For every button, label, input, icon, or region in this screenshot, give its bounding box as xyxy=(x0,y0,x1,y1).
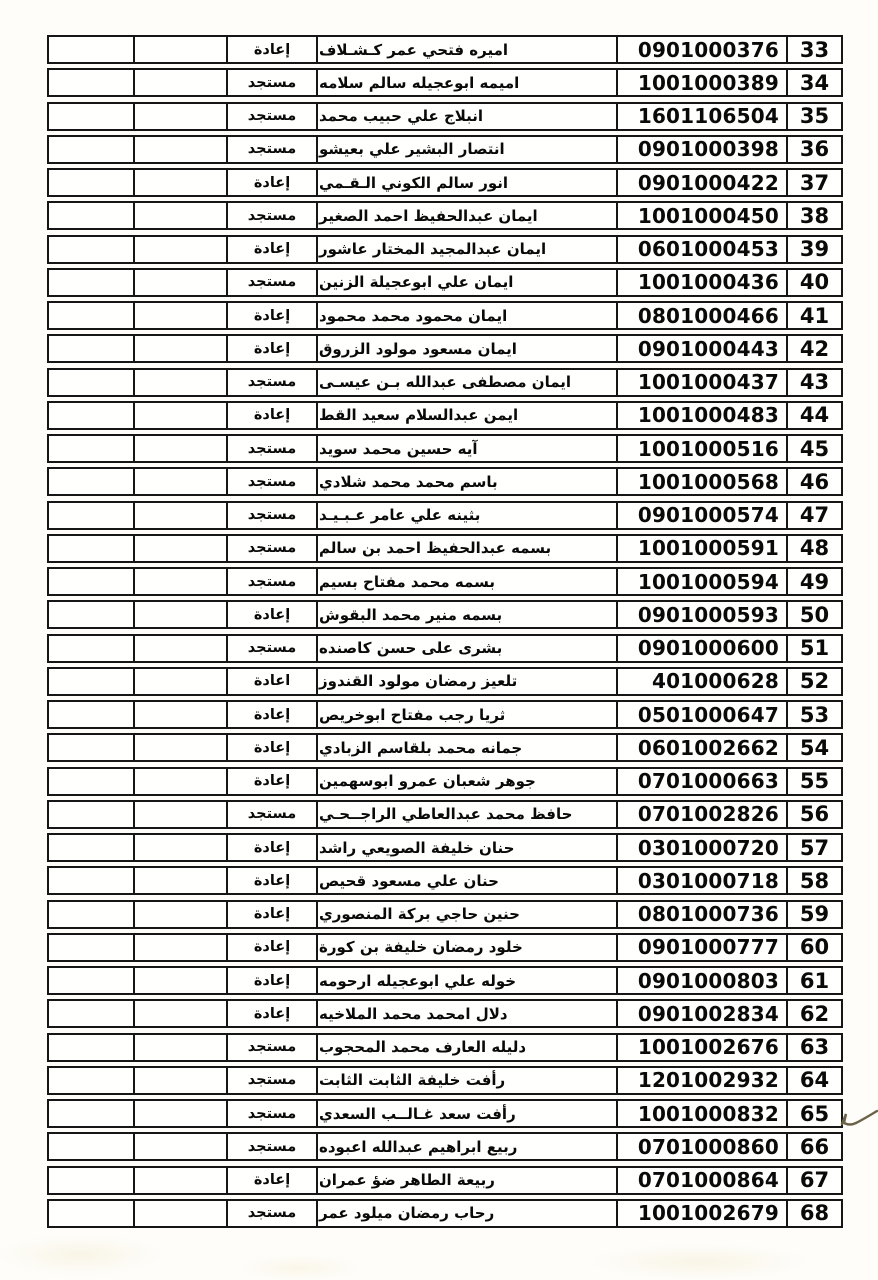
empty-cell-2 xyxy=(135,303,228,328)
empty-cell-1 xyxy=(49,536,135,561)
empty-cell-1 xyxy=(49,1134,135,1159)
empty-cell-1 xyxy=(49,1101,135,1126)
empty-cell-2 xyxy=(135,1134,228,1159)
empty-cell-2 xyxy=(135,769,228,794)
id-number-cell: 0701002826 xyxy=(618,802,788,827)
empty-cell-1 xyxy=(49,769,135,794)
student-name-cell xyxy=(318,1134,618,1159)
empty-cell-2 xyxy=(135,503,228,528)
status-cell: مستجد xyxy=(228,636,318,661)
id-number-cell: 0601002662 xyxy=(618,735,788,760)
student-name-cell xyxy=(318,170,618,195)
student-name: حنين حاجي بركة المنصوري xyxy=(319,905,520,923)
student-name: حافظ محمد عبدالعاطي الراجــحـي xyxy=(319,805,573,824)
status-cell: مستجد xyxy=(228,436,318,461)
serial-number-cell: 45 xyxy=(799,436,830,461)
student-name: بسمه عبدالحفيظ احمد بن سالم xyxy=(319,539,552,558)
id-number-cell: 0901002834 xyxy=(618,1001,788,1026)
status-cell: إعادة xyxy=(228,602,318,627)
status-cell: مستجد xyxy=(228,1201,318,1226)
serial-number-cell: 39 xyxy=(799,237,830,261)
student-name-cell xyxy=(318,636,618,661)
table-row xyxy=(47,999,843,1028)
status-cell: إعادة xyxy=(228,702,318,727)
id-number-cell: 1001000516 xyxy=(618,436,788,461)
empty-cell-2 xyxy=(135,469,228,494)
student-name-cell xyxy=(318,868,618,893)
student-name: اميره فتحي عمر كـشـلاف xyxy=(319,40,509,59)
student-name-cell xyxy=(318,1168,618,1193)
id-number-cell: 0901000398 xyxy=(618,137,788,162)
student-name: حنان علي مسعود قحيص xyxy=(319,871,499,890)
table-row xyxy=(47,168,843,197)
student-name: رأفت خليفة الثابت الثابت xyxy=(319,1071,506,1090)
student-name: ايمان محمود محمد محمود xyxy=(319,306,508,325)
status-cell: إعادة xyxy=(228,403,318,428)
id-number-cell: 0701000864 xyxy=(618,1168,788,1193)
empty-cell-1 xyxy=(49,370,135,395)
status-cell: مستجد xyxy=(228,70,318,95)
table-row xyxy=(47,833,843,862)
id-number-cell: 1601106504 xyxy=(618,104,788,129)
serial-number-cell: 40 xyxy=(799,270,830,295)
status-cell: مستجد xyxy=(228,503,318,528)
empty-cell-1 xyxy=(49,935,135,960)
id-number-cell: 1001000436 xyxy=(618,270,788,295)
table-row xyxy=(47,201,843,230)
table-row xyxy=(47,35,843,64)
student-name-cell xyxy=(318,536,618,561)
status-cell: مستجد xyxy=(228,1068,318,1093)
empty-cell-1 xyxy=(49,702,135,727)
student-name-cell xyxy=(318,436,618,461)
id-number-cell: 0501000647 xyxy=(618,702,788,727)
empty-cell-2 xyxy=(135,968,228,993)
student-name: انبلاج علي حبيب محمد xyxy=(319,107,484,125)
status-cell: مستجد xyxy=(228,137,318,162)
id-number-cell: 1001000594 xyxy=(618,569,788,594)
status-cell: مستجد xyxy=(228,203,318,228)
id-number-cell: 0901000803 xyxy=(618,968,788,993)
empty-cell-2 xyxy=(135,170,228,195)
serial-number-cell: 64 xyxy=(799,1068,830,1093)
serial-number-cell: 66 xyxy=(799,1134,830,1159)
student-name-cell xyxy=(318,602,618,627)
serial-number-cell: 42 xyxy=(799,336,830,361)
student-name: حنان خليفة الصويعي راشد xyxy=(319,838,515,857)
serial-number-cell: 47 xyxy=(799,503,830,527)
table-row xyxy=(47,700,843,729)
empty-cell-1 xyxy=(49,868,135,893)
empty-cell-1 xyxy=(49,303,135,328)
student-name: ربيع ابراهيم عبدالله اعبوده xyxy=(319,1137,518,1156)
student-name: بثينه علي عامر عـبـيـد xyxy=(319,506,481,524)
status-cell: مستجد xyxy=(228,802,318,827)
status-cell: مستجد xyxy=(228,1134,318,1159)
id-number-cell: 0901000777 xyxy=(618,935,788,960)
empty-cell-1 xyxy=(49,1168,135,1193)
student-name: ربيعة الطاهر ضؤ عمران xyxy=(319,1171,495,1189)
student-name: دلال امحمد محمد الملاخيه xyxy=(319,1004,508,1023)
student-name: رحاب رمضان ميلود عمر xyxy=(319,1204,495,1223)
id-number-cell: 1001000591 xyxy=(618,536,788,561)
status-cell: مستجد xyxy=(228,536,318,561)
empty-cell-1 xyxy=(49,336,135,361)
empty-cell-2 xyxy=(135,237,228,262)
serial-number-cell: 52 xyxy=(799,669,830,694)
id-number-cell: 0701000860 xyxy=(618,1134,788,1159)
id-number-cell: 1001000483 xyxy=(618,403,788,428)
serial-number-cell: 59 xyxy=(799,902,830,926)
empty-cell-2 xyxy=(135,336,228,361)
empty-cell-1 xyxy=(49,735,135,760)
serial-number-cell: 51 xyxy=(799,636,830,660)
student-name-cell xyxy=(318,403,618,428)
student-name-cell xyxy=(318,935,618,960)
status-cell: إعادة xyxy=(228,902,318,927)
empty-cell-2 xyxy=(135,104,228,129)
table-row xyxy=(47,368,843,397)
empty-cell-2 xyxy=(135,70,228,95)
serial-number-cell: 46 xyxy=(799,469,830,494)
table-row xyxy=(47,235,843,264)
student-name-cell xyxy=(318,902,618,927)
student-name-cell xyxy=(318,735,618,760)
student-name-cell xyxy=(318,1101,618,1126)
pen-scribble-mark xyxy=(838,1092,878,1136)
serial-number-cell: 65 xyxy=(799,1101,830,1126)
empty-cell-2 xyxy=(135,270,228,295)
table-row xyxy=(47,933,843,962)
student-roster-table xyxy=(47,35,843,1232)
id-number-cell: 0301000720 xyxy=(618,835,788,860)
empty-cell-1 xyxy=(49,1001,135,1026)
empty-cell-1 xyxy=(49,270,135,295)
table-row xyxy=(47,1199,843,1228)
id-number-cell: 0901000600 xyxy=(618,636,788,661)
table-row xyxy=(47,1099,843,1128)
serial-number-cell: 34 xyxy=(799,70,830,95)
status-cell: إعادة xyxy=(228,303,318,328)
id-number-cell: 1001000437 xyxy=(618,370,788,395)
status-cell: إعادة xyxy=(228,868,318,893)
student-name-cell xyxy=(318,336,618,361)
id-number-cell: 0901000593 xyxy=(618,602,788,627)
status-cell: إعادة xyxy=(228,237,318,262)
empty-cell-2 xyxy=(135,602,228,627)
table-row xyxy=(47,68,843,97)
id-number-cell: 1001000832 xyxy=(618,1101,788,1126)
status-cell: إعادة xyxy=(228,336,318,361)
serial-number-cell: 48 xyxy=(799,536,830,561)
table-row xyxy=(47,268,843,297)
empty-cell-2 xyxy=(135,636,228,661)
status-cell: مستجد xyxy=(228,1101,318,1126)
table-row xyxy=(47,866,843,895)
student-name: بسمه منير محمد البقوش xyxy=(319,605,503,624)
student-name-cell xyxy=(318,469,618,494)
table-row xyxy=(47,301,843,330)
table-row xyxy=(47,567,843,596)
empty-cell-2 xyxy=(135,935,228,960)
empty-cell-2 xyxy=(135,702,228,727)
student-name-cell xyxy=(318,70,618,95)
student-name: رأفت سعد غـالــب السعدي xyxy=(319,1104,516,1123)
status-cell: إعادة xyxy=(228,1001,318,1026)
empty-cell-2 xyxy=(135,1168,228,1193)
empty-cell-1 xyxy=(49,636,135,661)
student-name: بسمه محمد مفتاح بسيم xyxy=(319,572,495,591)
student-name: ايمان علي ابوعجيلة الزنين xyxy=(319,273,514,292)
serial-number-cell: 57 xyxy=(799,835,830,860)
student-name: آيه حسين محمد سويد xyxy=(319,439,478,458)
student-name: باسم محمد محمد شلادي xyxy=(319,472,498,491)
table-row xyxy=(47,135,843,164)
table-row xyxy=(47,634,843,663)
id-number-cell: 0701000663 xyxy=(618,769,788,794)
table-row xyxy=(47,434,843,463)
student-name-cell xyxy=(318,769,618,794)
empty-cell-1 xyxy=(49,802,135,827)
empty-cell-1 xyxy=(49,137,135,162)
student-name-cell xyxy=(318,1001,618,1026)
status-cell: مستجد xyxy=(228,469,318,494)
serial-number-cell: 33 xyxy=(799,37,830,62)
id-number-cell: 0901000422 xyxy=(618,170,788,195)
empty-cell-1 xyxy=(49,237,135,262)
student-name-cell xyxy=(318,835,618,860)
student-name: جوهر شعبان عمرو ابوسهمين xyxy=(319,772,536,790)
student-name-cell xyxy=(318,1201,618,1226)
student-name-cell xyxy=(318,203,618,228)
serial-number-cell: 50 xyxy=(799,602,830,627)
empty-cell-2 xyxy=(135,835,228,860)
id-number-cell: 0901000574 xyxy=(618,503,788,528)
student-name: ايمان مصطفى عبدالله بـن عيسـى xyxy=(319,373,572,391)
serial-number-cell: 60 xyxy=(799,935,830,960)
id-number-cell: 0801000736 xyxy=(618,902,788,927)
status-cell: مستجد xyxy=(228,1035,318,1060)
empty-cell-2 xyxy=(135,1201,228,1226)
status-cell: إعادة xyxy=(228,1168,318,1193)
student-name-cell xyxy=(318,503,618,528)
id-number-cell: 1001000389 xyxy=(618,70,788,95)
status-cell: إعادة xyxy=(228,935,318,960)
table-row xyxy=(47,667,843,696)
serial-number-cell: 68 xyxy=(799,1201,830,1226)
empty-cell-1 xyxy=(49,37,135,62)
serial-number-cell: 43 xyxy=(799,370,830,394)
serial-number-cell: 49 xyxy=(799,569,830,594)
status-cell: إعادة xyxy=(228,735,318,760)
empty-cell-1 xyxy=(49,469,135,494)
serial-number-cell: 36 xyxy=(799,137,830,162)
table-row xyxy=(47,102,843,131)
status-cell: مستجد xyxy=(228,569,318,594)
id-number-cell: 1001000568 xyxy=(618,469,788,494)
empty-cell-2 xyxy=(135,1068,228,1093)
student-name: دليله العارف محمد المحجوب xyxy=(319,1038,527,1056)
serial-number-cell: 38 xyxy=(799,203,830,228)
serial-number-cell: 41 xyxy=(799,303,830,328)
student-name: انور سالم الكوني الـقـمي xyxy=(319,173,509,192)
student-name: بشرى على حسن كاصنده xyxy=(319,639,503,657)
empty-cell-1 xyxy=(49,669,135,694)
student-name-cell xyxy=(318,669,618,694)
student-name-cell xyxy=(318,37,618,62)
table-row xyxy=(47,800,843,829)
status-cell: مستجد xyxy=(228,370,318,395)
id-number-cell: 0901000443 xyxy=(618,336,788,361)
student-name-cell xyxy=(318,137,618,162)
empty-cell-2 xyxy=(135,37,228,62)
student-name: تلعيز رمضان مولود القندوز xyxy=(319,672,518,691)
table-row xyxy=(47,401,843,430)
table-row xyxy=(47,767,843,796)
status-cell: إعادة xyxy=(228,170,318,195)
serial-number-cell: 56 xyxy=(799,802,830,827)
id-number-cell: 1001002676 xyxy=(618,1035,788,1060)
status-cell: إعادة xyxy=(228,968,318,993)
serial-number-cell: 54 xyxy=(799,735,830,760)
empty-cell-1 xyxy=(49,170,135,195)
student-name: ايمان عبدالمجيد المختار عاشور xyxy=(319,240,547,258)
id-number-cell: 1201002932 xyxy=(618,1068,788,1093)
serial-number-cell: 53 xyxy=(799,702,830,727)
empty-cell-2 xyxy=(135,902,228,927)
id-number-cell: 0901000376 xyxy=(618,37,788,62)
empty-cell-1 xyxy=(49,503,135,528)
status-cell: إعادة xyxy=(228,835,318,860)
student-name: اميمه ابوعجيله سالم سلامه xyxy=(319,73,520,92)
status-cell: مستجد xyxy=(228,104,318,129)
table-row xyxy=(47,733,843,762)
table-row xyxy=(47,1033,843,1062)
serial-number-cell: 67 xyxy=(799,1168,830,1192)
empty-cell-2 xyxy=(135,802,228,827)
empty-cell-1 xyxy=(49,70,135,95)
student-name: خوله علي ابوعجيله ارحومه xyxy=(319,971,517,990)
student-name: خلود رمضان خليفة بن كورة xyxy=(319,938,523,957)
empty-cell-2 xyxy=(135,868,228,893)
table-row xyxy=(47,600,843,629)
status-cell: إعادة xyxy=(228,37,318,62)
empty-cell-2 xyxy=(135,203,228,228)
table-row xyxy=(47,501,843,530)
empty-cell-2 xyxy=(135,569,228,594)
student-name: ايمن عبدالسلام سعيد القط xyxy=(319,406,519,425)
table-row xyxy=(47,1132,843,1161)
table-row xyxy=(47,1066,843,1095)
empty-cell-2 xyxy=(135,403,228,428)
serial-number-cell: 35 xyxy=(799,104,830,128)
serial-number-cell: 62 xyxy=(799,1001,830,1026)
empty-cell-1 xyxy=(49,1201,135,1226)
student-name-cell xyxy=(318,1035,618,1060)
student-name: انتصار البشير علي بعيشو xyxy=(319,140,505,159)
serial-number-cell: 58 xyxy=(799,868,830,893)
empty-cell-2 xyxy=(135,536,228,561)
serial-number-cell: 44 xyxy=(799,403,830,428)
table-row xyxy=(47,900,843,929)
id-number-cell: 1001000450 xyxy=(618,203,788,228)
student-name: ايمان عبدالحفيظ احمد الصغير xyxy=(319,206,538,225)
student-name-cell xyxy=(318,370,618,395)
serial-number-cell: 37 xyxy=(799,170,830,195)
empty-cell-1 xyxy=(49,1035,135,1060)
id-number-cell: 0601000453 xyxy=(618,237,788,262)
empty-cell-2 xyxy=(135,1001,228,1026)
empty-cell-2 xyxy=(135,370,228,395)
empty-cell-1 xyxy=(49,104,135,129)
empty-cell-1 xyxy=(49,203,135,228)
serial-number-cell: 63 xyxy=(799,1035,830,1059)
id-number-cell: 1001002679 xyxy=(618,1201,788,1226)
empty-cell-1 xyxy=(49,403,135,428)
student-name: ايمان مسعود مولود الزروق xyxy=(319,339,517,358)
table-row xyxy=(47,966,843,995)
student-name-cell xyxy=(318,702,618,727)
status-cell: مستجد xyxy=(228,270,318,295)
serial-number-cell: 61 xyxy=(799,968,830,993)
empty-cell-1 xyxy=(49,835,135,860)
student-name-cell xyxy=(318,1068,618,1093)
id-number-cell: 0301000718 xyxy=(618,868,788,893)
empty-cell-2 xyxy=(135,735,228,760)
empty-cell-1 xyxy=(49,436,135,461)
student-name-cell xyxy=(318,270,618,295)
empty-cell-1 xyxy=(49,569,135,594)
empty-cell-2 xyxy=(135,137,228,162)
student-name: ثريا رجب مفتاح ابوخريص xyxy=(319,705,506,724)
empty-cell-2 xyxy=(135,1035,228,1060)
status-cell: إعادة xyxy=(228,769,318,794)
table-row xyxy=(47,534,843,563)
empty-cell-1 xyxy=(49,968,135,993)
student-name-cell xyxy=(318,802,618,827)
empty-cell-1 xyxy=(49,1068,135,1093)
student-name-cell xyxy=(318,104,618,129)
serial-number-cell: 55 xyxy=(799,769,830,793)
student-name: جمانه محمد بلقاسم الزبادي xyxy=(319,738,523,757)
table-row xyxy=(47,467,843,496)
empty-cell-2 xyxy=(135,669,228,694)
empty-cell-1 xyxy=(49,902,135,927)
student-name-cell xyxy=(318,968,618,993)
id-number-cell: 401000628 xyxy=(618,669,788,694)
empty-cell-2 xyxy=(135,1101,228,1126)
empty-cell-1 xyxy=(49,602,135,627)
table-row xyxy=(47,334,843,363)
table-row xyxy=(47,1166,843,1195)
student-name-cell xyxy=(318,237,618,262)
empty-cell-2 xyxy=(135,436,228,461)
student-name-cell xyxy=(318,303,618,328)
id-number-cell: 0801000466 xyxy=(618,303,788,328)
status-cell: اعادة xyxy=(228,669,318,694)
student-name-cell xyxy=(318,569,618,594)
